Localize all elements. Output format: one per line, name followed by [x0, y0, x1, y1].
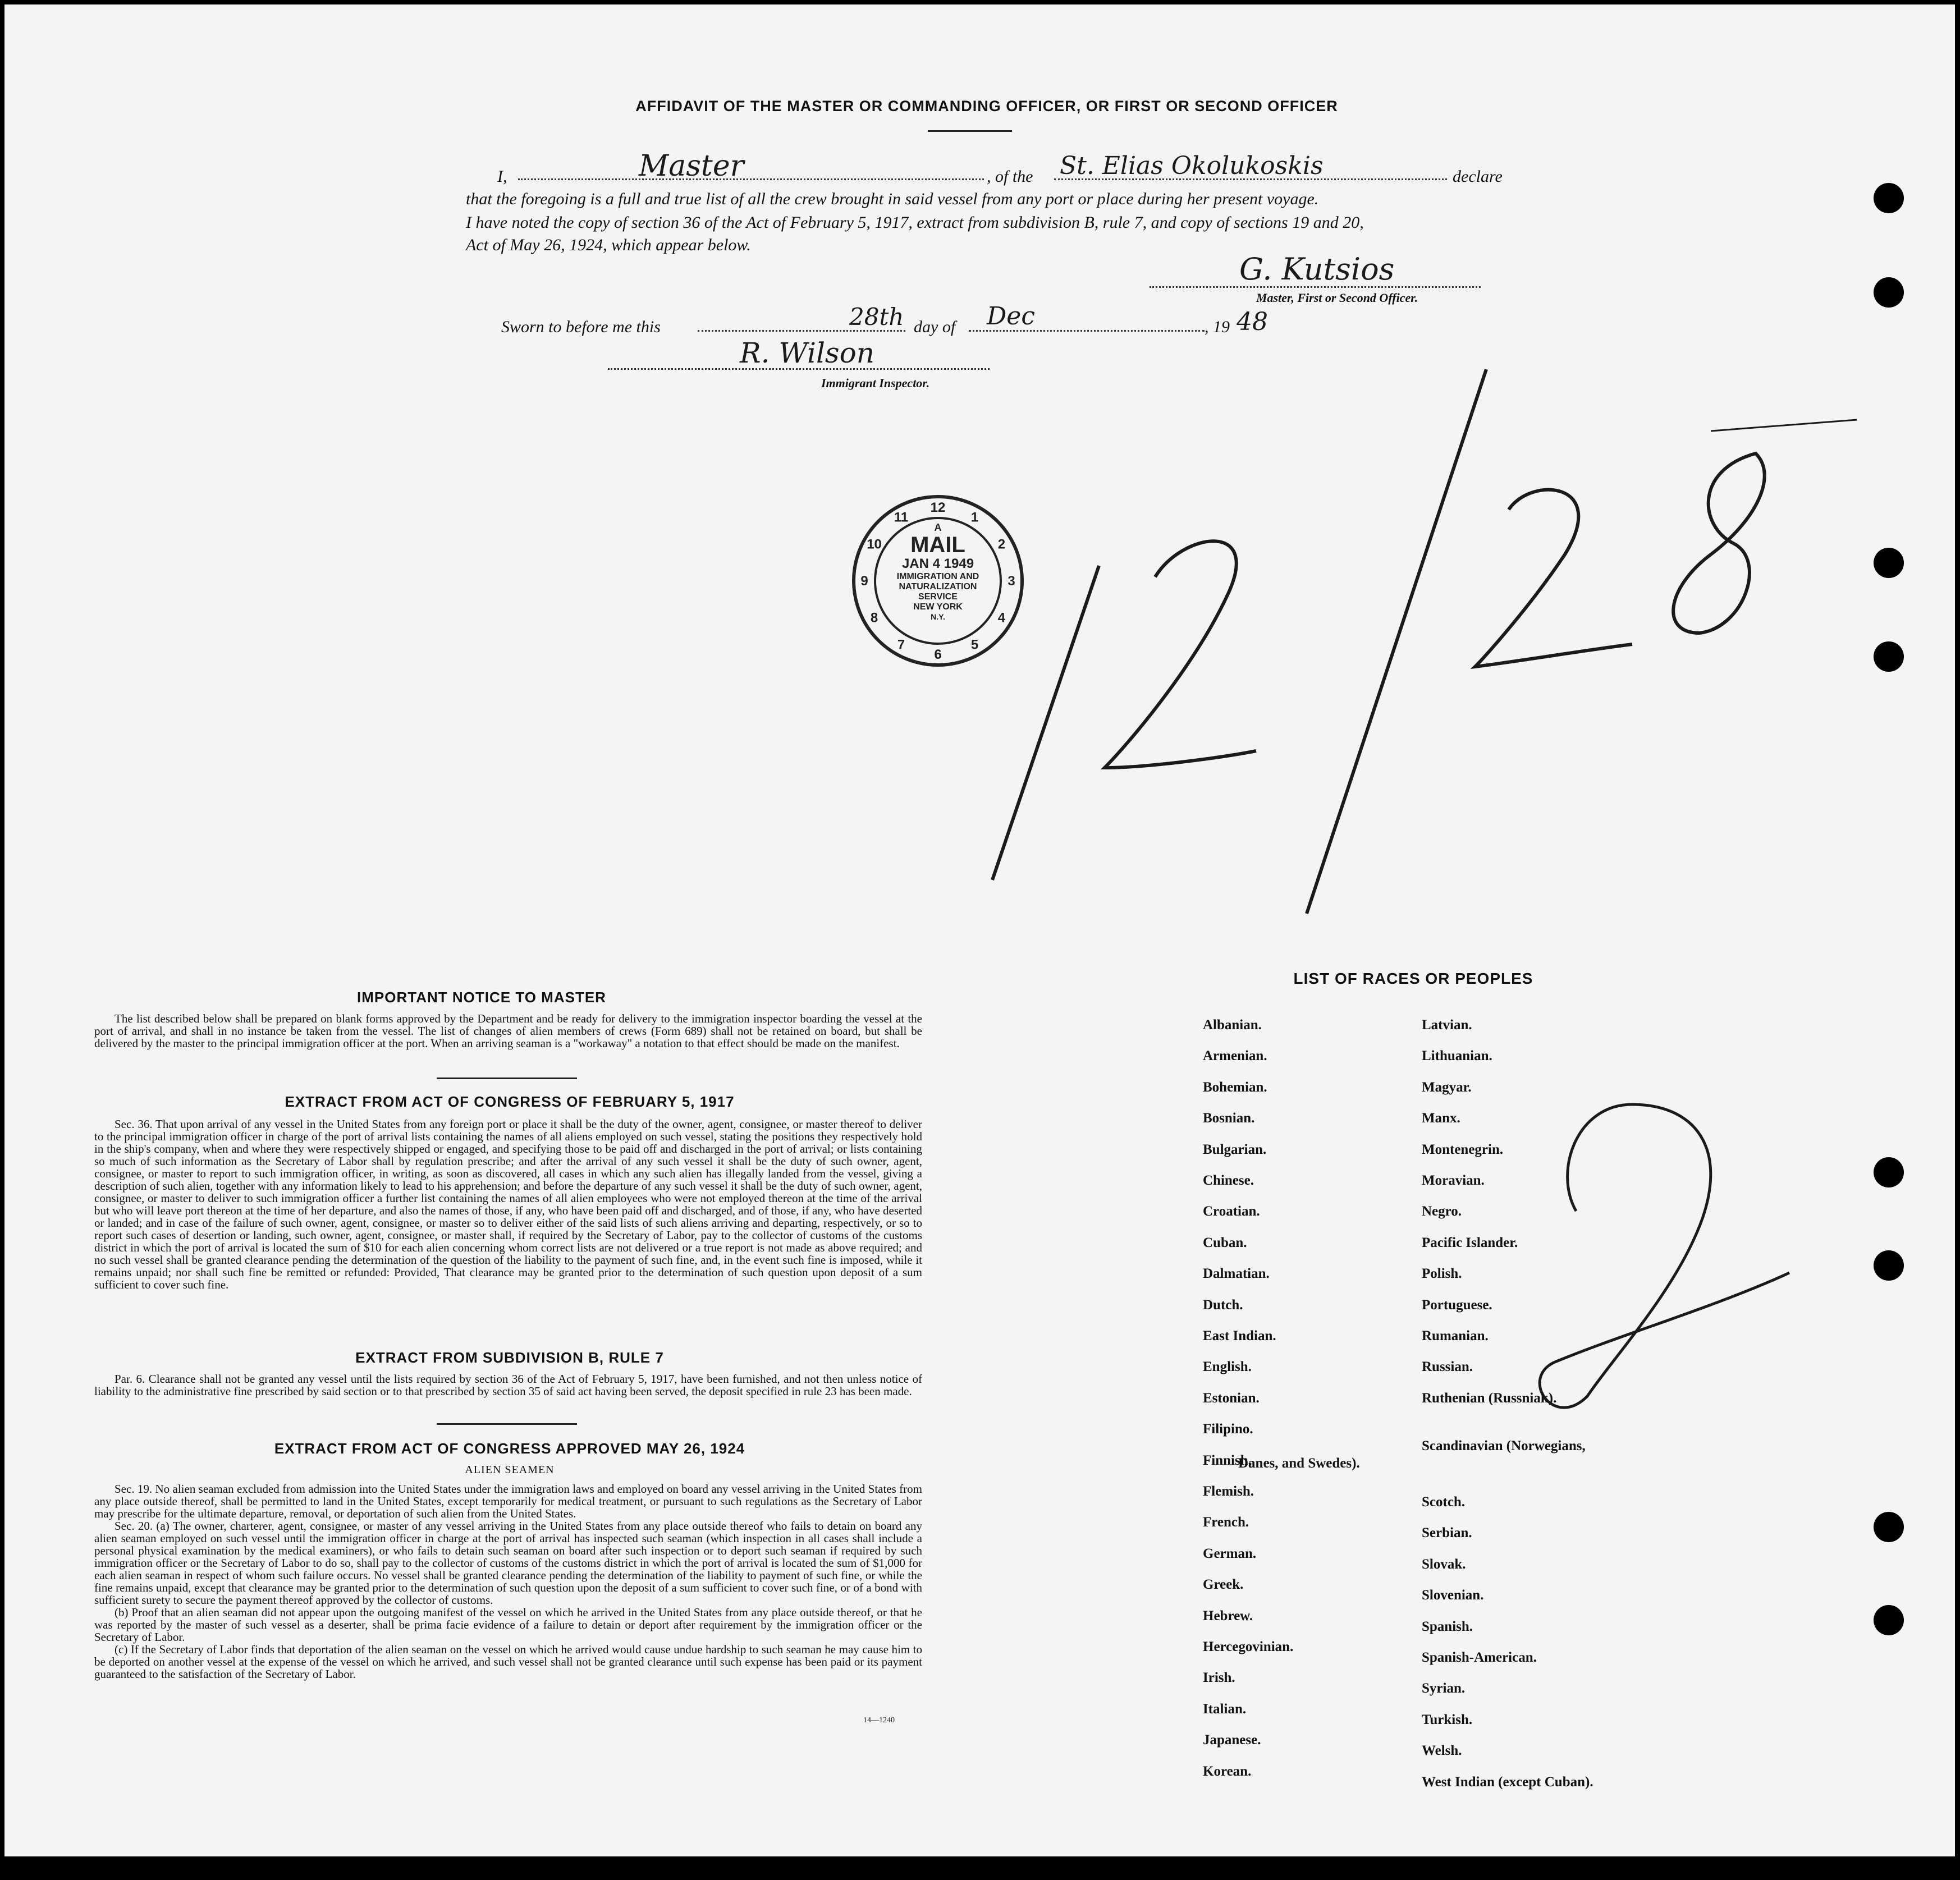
stamp-text: SERVICE	[918, 592, 958, 602]
handwritten-name: Master	[639, 149, 744, 183]
affidavit-title: AFFIDAVIT OF THE MASTER OR COMMANDING OFFICER, OR FIRST OR SECOND OFFICER	[635, 98, 1338, 114]
race-item: German.	[1203, 1546, 1257, 1561]
punch-hole	[1874, 641, 1904, 672]
race-item: Pacific Islander.	[1422, 1235, 1518, 1250]
races-title: LIST OF RACES OR PEOPLES	[1293, 970, 1533, 987]
punch-hole	[1874, 1250, 1904, 1281]
stamp-text: IMMIGRATION AND	[896, 572, 979, 581]
race-item: Magyar.	[1422, 1079, 1472, 1095]
divider	[437, 1077, 577, 1079]
immigration-stamp	[851, 494, 1025, 668]
officer-signature-line	[1150, 286, 1481, 288]
stamp-ring-number: 12	[930, 500, 946, 515]
day-of-label: day of	[914, 318, 956, 336]
race-item: Manx.	[1422, 1111, 1460, 1126]
form-number: 14—1240	[863, 1716, 895, 1725]
extract-1924-subtitle: ALIEN SEAMEN	[465, 1464, 555, 1476]
race-item: Dutch.	[1203, 1297, 1243, 1313]
race-item: Estonian.	[1203, 1390, 1260, 1406]
stamp-date: JAN 4 1949	[901, 556, 974, 571]
stamp-ring-number: 10	[867, 537, 882, 552]
stamp-ring-number: 4	[997, 610, 1006, 626]
race-item: Danes, and Swedes).	[1238, 1455, 1360, 1471]
race-item: Montenegrin.	[1422, 1141, 1504, 1157]
handwritten-slash	[1307, 369, 1486, 914]
punch-hole	[1874, 1512, 1904, 1542]
divider	[928, 130, 1012, 132]
race-item: Slovak.	[1422, 1556, 1466, 1572]
race-item: Korean.	[1203, 1763, 1252, 1779]
punch-hole	[1874, 183, 1904, 213]
race-item: Rumanian.	[1422, 1328, 1489, 1343]
affidavit-line-3: Act of May 26, 1924, which appear below.	[466, 236, 751, 254]
race-item: Hebrew.	[1203, 1608, 1253, 1624]
handwritten-day: 28th	[849, 303, 904, 331]
race-item: Hercegovinian.	[1203, 1639, 1294, 1654]
race-item: Spanish.	[1422, 1618, 1473, 1634]
of-the-label: , of the	[987, 167, 1033, 186]
extract-1924-text: Sec. 19. No alien seaman excluded from admission into the United States under the immigration laws and employed on board any vessel arriving in the United States from any place outside thereof, shall be permitted to land in the United States, except temporarily for medical treatment, or pursuant to such regulations as the Secretary of Labor may prescribe for the ultimate departure, removal, or deportation of such alien from the United States. Sec. 20. (a) The owner, charterer, agent, consignee, or master of any vessel arriving in the United States from any place outside thereof who fails to detain on board any alien seaman employed on such vessel until the immigration officer in charge at the port of arrival has inspected such seaman (which inspection in all cases shall include a personal physical examination by the medical examiners), or who fails to detain such seaman on board after such inspection or to deport such seaman if required by such immigration officer or the Secretary of Labor to do so, shall pay to the collector of customs of the customs district in which the port of arrival is located the sum of $1,000 for each alien seaman in respect of whom such failure occurs. No vessel shall be granted clearance pending the determination of the liability to payment of such fine, or while the fine remains unpaid, except that clearance may be granted prior to the determination of such question upon the deposit of a sum sufficient to cover such fine, or of a bond with sufficient surety to secure the payment thereof approved by the collector of customs. (b) Proof that an alien seaman did not appear upon the outgoing manifest of the vessel on which he arrived in the United States from any place outside thereof, or that he was reported by the master of such vessel as a deserter, shall be prima facie evidence of a failure to detain or deport after requirement by the immigration officer or the Secretary of Labor. (c) If the Secretary of Labor finds that deportation of the alien seaman on the vessel on which he arrived would cause undue hardship to such seaman he may cause him to be deported on another vessel at the expense of the vessel on which he arrived, and such vessel shall not be granted clearance until such expense has been paid or its payment guaranteed to the satisfaction of the Secretary of Labor.	[94, 1482, 922, 1681]
handwritten-digit-2	[1105, 541, 1256, 768]
race-item: East Indian.	[1203, 1328, 1276, 1343]
stamp-ring-number: 9	[860, 574, 868, 589]
stamp-ring-number: 2	[997, 537, 1006, 552]
race-item: English.	[1203, 1359, 1252, 1375]
stamp-text: N.Y.	[931, 612, 945, 621]
race-item: Flemish.	[1203, 1484, 1254, 1499]
inspector-line	[608, 368, 990, 370]
stamp-ring-number: 11	[894, 510, 909, 525]
officer-signature: G. Kutsios	[1239, 251, 1395, 287]
race-item: Serbian.	[1422, 1525, 1472, 1541]
stamp-ring-number: 3	[1008, 574, 1015, 589]
extract-1917-title: EXTRACT FROM ACT OF CONGRESS OF FEBRUARY 5, 1917	[285, 1093, 735, 1110]
handwritten-month: Dec	[987, 302, 1035, 331]
handwritten-count-2	[1540, 1104, 1789, 1407]
stamp-ring-number: 1	[970, 510, 979, 525]
race-item: Ruthenian (Russniak).	[1422, 1390, 1557, 1406]
race-item: Russian.	[1422, 1359, 1473, 1375]
race-item: Turkish.	[1422, 1712, 1473, 1727]
race-item: Greek.	[1203, 1577, 1244, 1593]
handwritten-digit-2b	[1475, 490, 1632, 667]
race-item: Bohemian.	[1203, 1079, 1267, 1095]
declare-label: declare	[1453, 167, 1503, 186]
stamp-ring-number: 7	[897, 637, 905, 653]
race-item: Spanish-American.	[1422, 1649, 1537, 1665]
race-item: Italian.	[1203, 1701, 1247, 1717]
inspector-caption: Immigrant Inspector.	[821, 376, 930, 390]
stamp-text: NATURALIZATION	[899, 582, 977, 591]
affidavit-line-1: that the foregoing is a full and true list of all the crew brought in said vessel from any port or place during her present voyage.	[466, 190, 1319, 208]
race-item: Negro.	[1422, 1204, 1462, 1219]
race-item: Filipino.	[1203, 1422, 1253, 1437]
race-item: Irish.	[1203, 1670, 1235, 1686]
race-item: Dalmatian.	[1203, 1266, 1270, 1282]
race-item: Finnish.	[1203, 1452, 1252, 1468]
race-item: Armenian.	[1203, 1048, 1267, 1064]
rule7-text: Par. 6. Clearance shall not be granted any vessel until the lists required by section 36 of the Act of February 5, 1917, have been furnished, and not then unless notice of liability to the administrative fine prescribed by said section or to that prescribed by section 35 of said act having been served, the deposit specified in rule 23 has been made.	[94, 1372, 922, 1398]
race-item: Slovenian.	[1422, 1588, 1484, 1603]
punch-hole	[1874, 1605, 1904, 1635]
extract-1917-text: Sec. 36. That upon arrival of any vessel in the United States from any foreign port or place it shall be the duty of the owner, agent, consignee, or master thereof to deliver to the principal immigration officer in charge of the port of arrival lists containing the names of all aliens employed on such vessel, stating the positions they respectively hold in the ship's company, when and where they were respectively shipped or engaged, and specifying those to be paid off and discharged in the port of arrival; or lists containing so much of such information as the Secretary of Labor shall by regulation prescribe; and after the arrival of any such vessel it shall be the duty of such owner, agent, consignee, or master to report to such immigration officer, in writing, as soon as discovered, all cases in which any such alien has illegally landed from the vessel, giving a description of such alien, together with any information likely to lead to his apprehension; and before the departure of any such vessel it shall be the duty of such owner, agent, consignee, or master to deliver to such immigration officer a further list containing the names of all alien employees who were not employed thereon at the time of the arrival but who will leave port thereon at the time of her departure, and also the names of those, if any, who have been paid off and discharged, and of those, if any, who have deserted or landed; and in case of the failure of such owner, agent, consignee, or master so to deliver either of the said lists of such aliens arriving and departing, respectively, or so to report such cases of desertion or landing, such owner, agent, consignee, or master shall, if required by the Secretary of Labor, pay to the collector of customs of the customs district in which the port of arrival is located the sum of $10 for each alien concerning whom correct lists are not delivered or a true report is not made as above required; and no such vessel shall be granted clearance pending the determination of the question of the liability to the payment of such fine, and, in the event such fine is imposed, while it remains unpaid; nor shall such fine be remitted or refunded: Provided, That clearance may be granted prior to the determination of such question upon deposit of a sum sufficient to cover such fine.	[94, 1117, 922, 1291]
race-item: Scotch.	[1422, 1494, 1466, 1510]
inspector-signature: R. Wilson	[740, 337, 874, 369]
affidavit-i-label: I,	[497, 167, 507, 186]
race-item: Bosnian.	[1203, 1111, 1255, 1126]
extract-1924-title: EXTRACT FROM ACT OF CONGRESS APPROVED MAY 26, 1924	[274, 1440, 745, 1457]
stamp-ring-number: 6	[934, 647, 942, 662]
race-item: Chinese.	[1203, 1173, 1254, 1188]
handwritten-year: 48	[1237, 308, 1268, 336]
punch-hole	[1874, 277, 1904, 308]
race-item: Japanese.	[1203, 1732, 1261, 1748]
race-item: French.	[1203, 1515, 1249, 1530]
race-item: West Indian (except Cuban).	[1422, 1774, 1593, 1790]
sworn-label: Sworn to before me this	[501, 318, 661, 336]
punch-hole	[1874, 1157, 1904, 1187]
race-item: Scandinavian (Norwegians,	[1422, 1438, 1586, 1454]
race-item: Cuban.	[1203, 1235, 1247, 1250]
stamp-ring-number: 8	[870, 610, 878, 626]
stamp-letter: A	[934, 522, 942, 533]
race-item: Welsh.	[1422, 1743, 1462, 1759]
race-item: Polish.	[1422, 1266, 1462, 1282]
race-item: Albanian.	[1203, 1017, 1262, 1033]
year-prefix: , 19	[1205, 318, 1230, 336]
handwritten-vessel: St. Elias Okolukoskis	[1060, 152, 1324, 180]
race-item: Portuguese.	[1422, 1297, 1492, 1313]
notice-text: The list described below shall be prepared on blank forms approved by the Department and be ready for delivery to the immigration inspector boarding the vessel at the port of arrival, and shall in no instance be taken from the vessel. The list of changes of alien members of crews (Form 689) shall not be retained on board, but shall be delivered by the master to the principal immigration officer at the port. When an arriving seaman is a "workaway" a notation to that effect should be made on the manifest.	[94, 1012, 922, 1050]
race-item: Bulgarian.	[1203, 1141, 1267, 1157]
stamp-text: NEW YORK	[913, 602, 963, 612]
rule7-title: EXTRACT FROM SUBDIVISION B, RULE 7	[355, 1349, 664, 1366]
stamp-mail: MAIL	[910, 533, 965, 557]
race-item: Moravian.	[1422, 1173, 1485, 1188]
document-page	[4, 4, 1955, 1856]
race-item: Lithuanian.	[1422, 1048, 1492, 1064]
name-line	[518, 178, 984, 180]
race-item: Syrian.	[1422, 1681, 1466, 1696]
handwritten-digit-8	[1673, 453, 1765, 633]
affidavit-line-2: I have noted the copy of section 36 of the Act of February 5, 1917, extract from subdivision B, rule 7, and copy of sections 19 and 20,	[466, 213, 1364, 232]
divider	[437, 1423, 577, 1425]
stamp-ring-number: 5	[970, 637, 979, 653]
race-item: Latvian.	[1422, 1017, 1472, 1033]
race-item: Croatian.	[1203, 1204, 1260, 1219]
notice-title: IMPORTANT NOTICE TO MASTER	[357, 989, 606, 1006]
officer-caption: Master, First or Second Officer.	[1256, 291, 1418, 305]
punch-hole	[1874, 548, 1904, 578]
